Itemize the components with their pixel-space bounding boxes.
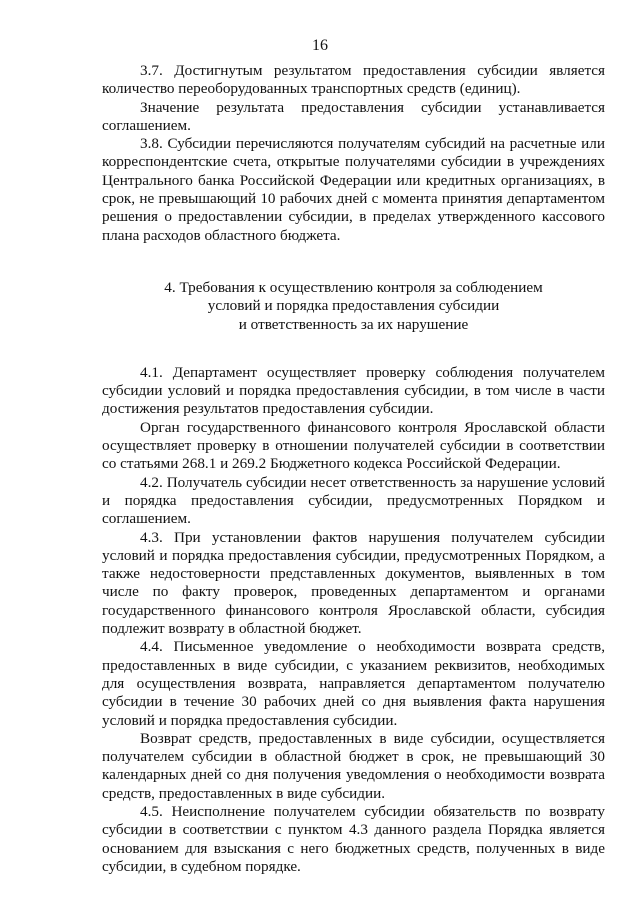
paragraph-4-3: 4.3. При установлении фактов нарушения получателем субсидии условий и порядка предоставления субсидии, предусмотренных Порядком, а также недостоверности представленных документов, выявленных в том числе по факту проверок, проведенных департаментом и органами государственного финансового контроля Ярославской области, субсидия подлежит возврату в областной бюджет. — [102, 528, 605, 638]
section-heading-line-2: условий и порядка предоставления субсидии — [207, 297, 500, 315]
section-heading-line-1: 4. Требования к осуществлению контроля за соблюдением — [164, 278, 543, 296]
paragraph-4-5: 4.5. Неисполнение получателем субсидии обязательств по возврату субсидии в соответствии с пунктом 4.3 данного раздела Порядка является основанием для взыскания с него бюджетных средств, полученных в виде субсидии, в судебном порядке. — [102, 802, 605, 875]
page-number: 16 — [312, 37, 328, 54]
paragraph-3-8: 3.8. Субсидии перечисляются получателям субсидий на расчетные или корреспондентские счета, открытые получателями субсидии в учреждениях Центрального банка Российской Федерации или кредитных организациях, в срок, не превышающий 10 рабочих дней с момента принятия департаментом решения о предоставлении субсидии, в пределах утвержденного кассового плана расходов областного бюджета. — [102, 135, 605, 244]
paragraph-3-7: 3.7. Достигнутым результатом предоставления субсидии является количество переоборудованных транспортных средств (единиц). — [102, 62, 605, 98]
paragraph-4-4: 4.4. Письменное уведомление о необходимости возврата средств, предоставленных в виде субсидии, с указанием реквизитов, необходимых для осуществления возврата, направляется департаментом получателю субсидии в течение 30 рабочих дней со дня выявления факта нарушения условий и порядка предоставления субсидии. — [102, 638, 605, 729]
section-heading-line-3: и ответственность за их нарушение — [238, 315, 469, 333]
section-heading — [102, 279, 605, 334]
paragraph-3-7-result-value: Значение результата предоставления субсидии устанавливается соглашением. — [102, 98, 605, 134]
paragraph-4-1: 4.1. Департамент осуществляет проверку соблюдения получателем субсидии условий и порядка предоставления субсидии, в том числе в части достижения результатов предоставления субсидии. — [102, 363, 605, 418]
paragraph-4-1-financial-control: Орган государственного финансового контроля Ярославской области осуществляет проверку в отношении получателей субсидии в соответствии со статьями 268.1 и 269.2 Бюджетного кодекса Российской Федерации. — [102, 418, 605, 473]
document-body — [102, 62, 605, 876]
paragraph-4-4-refund: Возврат средств, предоставленных в виде субсидии, осуществляется получателем субсидии в областной бюджет в срок, не превышающий 30 календарных дней со дня получения уведомления о необходимости возврата средств, предоставленных в виде субсидии. — [102, 729, 605, 802]
paragraph-4-2: 4.2. Получатель субсидии несет ответственность за нарушение условий и порядка предоставления субсидии, предусмотренных Порядком и соглашением. — [102, 473, 605, 528]
